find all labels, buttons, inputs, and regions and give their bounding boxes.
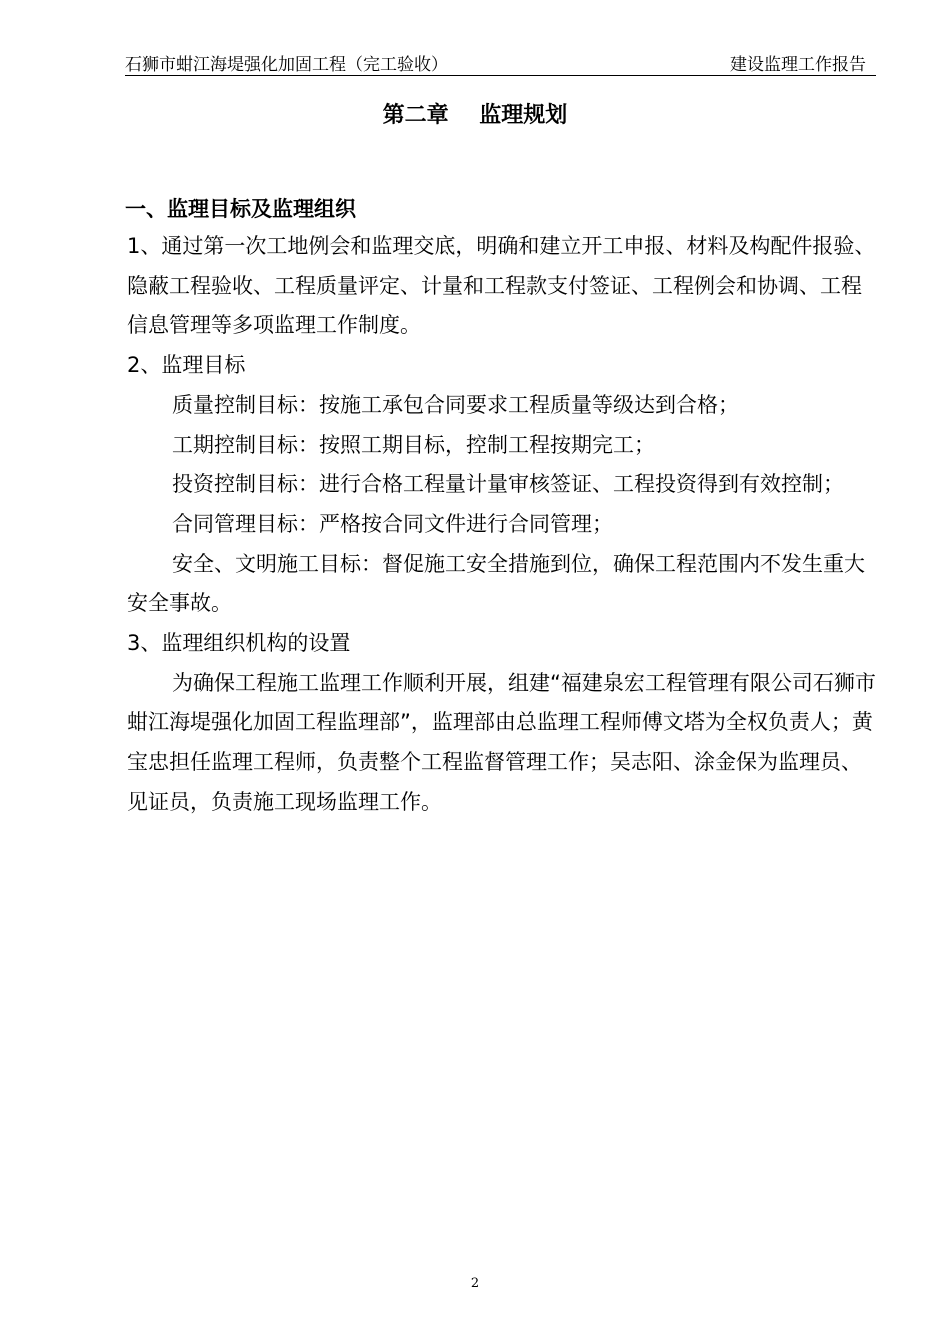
section-title: 一、监理目标及监理组织	[125, 197, 356, 221]
paragraph-investment-goal: 投资控制目标：进行合格工程量计量审核签证、工程投资得到有效控制；	[172, 472, 844, 497]
paragraph-quality-goal: 质量控制目标：按施工承包合同要求工程质量等级达到合格；	[172, 392, 739, 417]
header-report-title: 建设监理工作报告	[730, 55, 866, 75]
paragraph-schedule-goal: 工期控制目标：按照工期目标，控制工程按期完工；	[172, 432, 655, 457]
header-project-title: 石狮市蚶江海堤强化加固工程（完工验收）	[125, 55, 448, 75]
paragraph-goals-heading: 2、监理目标	[127, 353, 246, 378]
page-number: 2	[470, 1276, 480, 1291]
chapter-title: 第二章 监理规划	[382, 103, 568, 128]
paragraph-organization-heading: 3、监理组织机构的设置	[127, 631, 351, 656]
paragraph-work-systems: 1、通过第一次工地例会和监理交底，明确和建立开工申报、材料及构配件报验、隐蔽工程验收、工程质量评定、计量和工程款支付签证、工程例会和协调、工程信息管理等多项监理工作制度。	[127, 234, 876, 338]
paragraph-safety-goal: 安全、文明施工目标：督促施工安全措施到位，确保工程范围内不发生重大安全事故。	[127, 551, 865, 616]
page-header	[125, 48, 876, 76]
paragraph-organization-setup: 为确保工程施工监理工作顺利开展，组建“福建泉宏工程管理有限公司石狮市蚶江海堤强化加固工程监理部”，监理部由总监理工程师傅文塔为全权负责人；黄宝忠担任监理工程师，负责整个工程监督管理工作；吴志阳、涂金保为监理员、见证员，负责施工现场监理工作。	[127, 670, 876, 814]
body-text	[127, 227, 879, 823]
paragraph-contract-goal: 合同管理目标：严格按合同文件进行合同管理；	[172, 511, 613, 536]
